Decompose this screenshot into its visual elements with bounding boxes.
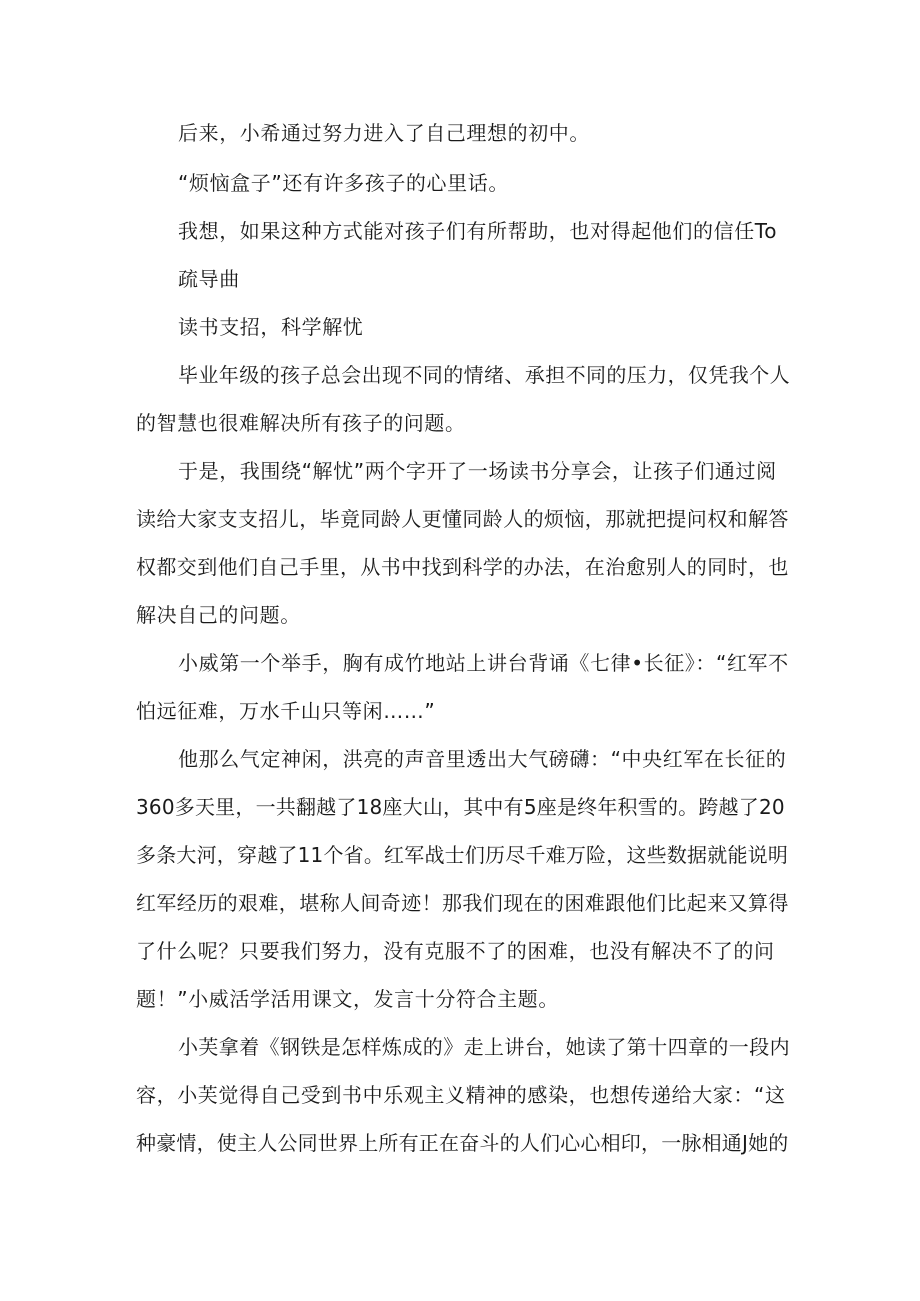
paragraph-line: 小威第一个举手，胸有成竹地站上讲台背诵《七律•长征》：“红军不 (178, 651, 789, 675)
paragraph-line: 读给大家支支招儿，毕竟同龄人更懂同龄人的烦恼，那就把提问权和解答 (136, 507, 789, 531)
paragraph-line: 容，小芙觉得自己受到书中乐观主义精神的感染，也想传递给大家：“这 (136, 1083, 786, 1107)
paragraph-line: “烦恼盒子”还有许多孩子的心里话。 (178, 171, 509, 195)
paragraph-line: 红军经历的艰难，堪称人间奇迹！那我们现在的困难跟他们比起来又算得 (136, 891, 789, 915)
paragraph-line: 多条大河，穿越了11个省。红军战士们历尽千难万险，这些数据就能说明 (136, 843, 789, 867)
paragraph-line: 怕远征难，万水千山只等闲……” (136, 699, 436, 723)
paragraph-line: 我想，如果这种方式能对孩子们有所帮助，也对得起他们的信任To (178, 219, 778, 243)
paragraph-line: 权都交到他们自己手里，从书中找到科学的办法，在治愈别人的同时，也 (136, 555, 789, 579)
paragraph-line: 的智慧也很难解决所有孩子的问题。 (136, 411, 466, 435)
section-subheading: 读书支招，科学解忧 (178, 315, 364, 339)
paragraph-line: 种豪情，使主人公同世界上所有正在奋斗的人们心心相印，一脉相通J她的 (136, 1131, 789, 1155)
paragraph-line: 小芙拿着《钢铁是怎样炼成的》走上讲台，她读了第十四章的一段内 (178, 1035, 790, 1059)
paragraph-line: 题！”小威活学活用课文，发言十分符合主题。 (136, 987, 559, 1011)
paragraph-line: 于是，我围绕“解忧”两个字开了一场读书分享会，让孩子们通过阅 (178, 459, 777, 483)
paragraph-line: 解决自己的问题。 (136, 603, 301, 627)
paragraph-line: 360多天里，一共翻越了18座大山，其中有5座是终年积雪的。跨越了20 (136, 795, 785, 819)
paragraph-line: 后来，小希通过努力进入了自己理想的初中。 (178, 121, 590, 145)
paragraph-line: 毕业年级的孩子总会出现不同的情绪、承担不同的压力，仅凭我个人 (178, 363, 790, 387)
paragraph-line: 了什么呢？只要我们努力，没有克服不了的困难，也没有解决不了的问 (136, 939, 775, 963)
paragraph-line: 他那么气定神闲，洪亮的声音里透出大气磅礴：“中央红军在长征的 (178, 747, 787, 771)
section-heading: 疏导曲 (178, 267, 240, 291)
